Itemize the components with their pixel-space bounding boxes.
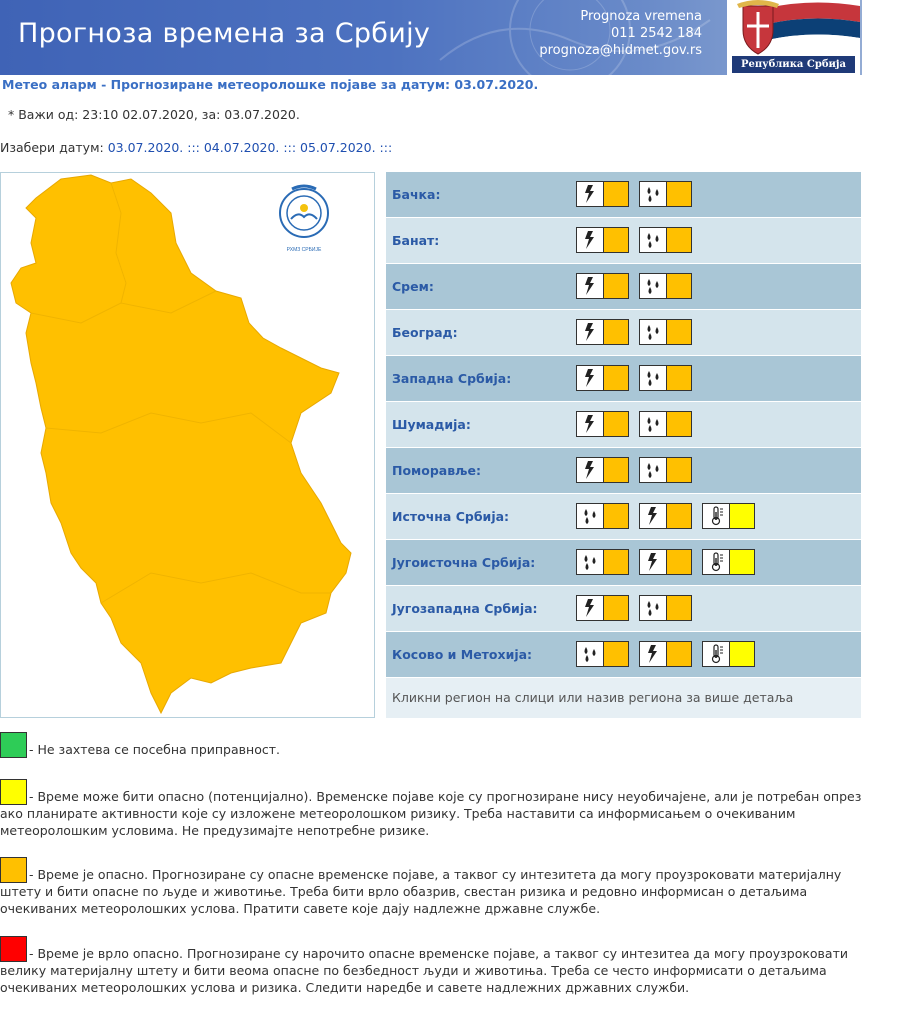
alarm-title: Метео аларм - Прогнозиране метеоролошке појаве за датум: 03.07.2020. xyxy=(2,77,539,92)
region-row[interactable] xyxy=(386,540,861,586)
warning-box[interactable] xyxy=(702,503,755,529)
warning-level-orange xyxy=(667,642,691,666)
region-row[interactable] xyxy=(386,264,861,310)
flag-icon xyxy=(727,0,860,58)
warning-box[interactable] xyxy=(639,181,692,207)
legend-orange xyxy=(0,857,870,917)
serbia-warning-map[interactable] xyxy=(0,172,375,718)
warning-icons xyxy=(576,181,692,207)
warning-level-orange xyxy=(667,504,691,528)
date-link-2[interactable]: 04.07.2020. xyxy=(203,140,280,155)
rain-icon xyxy=(577,642,604,666)
warning-level-orange xyxy=(667,412,691,436)
warning-box[interactable] xyxy=(576,181,629,207)
warning-box[interactable] xyxy=(639,273,692,299)
thunderstorm-icon xyxy=(640,550,667,574)
green-swatch xyxy=(0,732,27,758)
flag-caption: Република Србија xyxy=(732,56,855,73)
warning-level-orange xyxy=(667,550,691,574)
site-title: Прогноза времена за Србију xyxy=(18,18,431,49)
warning-box[interactable] xyxy=(576,549,629,575)
warning-level-orange xyxy=(604,550,628,574)
thunderstorm-icon xyxy=(640,642,667,666)
date-separator: ::: xyxy=(187,140,200,155)
table-note: Кликни регион на слици или назив региона за више детаља xyxy=(386,678,861,718)
region-row[interactable] xyxy=(386,402,861,448)
region-name-link[interactable]: Југозападна Србија: xyxy=(392,601,538,616)
warning-box[interactable] xyxy=(576,411,629,437)
warning-level-orange xyxy=(604,182,628,206)
validity-text: * Важи од: 23:10 02.07.2020, за: 03.07.2020. xyxy=(8,107,300,122)
warning-level-orange xyxy=(667,228,691,252)
warning-icons xyxy=(576,273,692,299)
warning-level-orange xyxy=(604,504,628,528)
map-region-shape[interactable] xyxy=(11,175,351,713)
warning-level-orange xyxy=(604,274,628,298)
region-name-link[interactable]: Бачка: xyxy=(392,187,441,202)
warning-level-orange xyxy=(604,458,628,482)
rain-icon xyxy=(577,550,604,574)
high-temperature-icon xyxy=(703,550,730,574)
warning-icons xyxy=(576,503,755,529)
region-row[interactable] xyxy=(386,494,861,540)
legend-orange-text: - Време је опасно. Прогнозиране су опасне временске појаве, а таквог су интезитета да могу проузроковати материјалну штету и бити опасне по људе и животиње. Треба бити врло обазрив, свестан ризика и редовно информисан о детаљима очекиваних метеоролошких услова. Пратити савете које дају надлежне државне службе. xyxy=(0,867,842,916)
region-row[interactable] xyxy=(386,632,861,678)
region-name-link[interactable]: Шумадија: xyxy=(392,417,471,432)
thunderstorm-icon xyxy=(577,596,604,620)
warning-level-orange xyxy=(604,320,628,344)
warning-level-yellow xyxy=(730,550,754,574)
date-link-1[interactable]: 03.07.2020. xyxy=(107,140,184,155)
warning-level-orange xyxy=(667,274,691,298)
warning-level-orange xyxy=(667,320,691,344)
legend-yellow-text: - Време може бити опасно (потенцијално). Временске појаве које су прогнозиране нису неуобичајене, али је потребан опрез ако планирате активности које су изложене метеоролошком ризику. Треба наставити са информисањем о очекиваним метеоролошким условима. Не предузимајте непотребне ризике. xyxy=(0,789,862,838)
legend-red xyxy=(0,936,870,996)
warning-level-orange xyxy=(667,458,691,482)
rain-icon xyxy=(577,504,604,528)
yellow-swatch xyxy=(0,779,27,805)
warning-box[interactable] xyxy=(639,549,692,575)
region-row[interactable] xyxy=(386,310,861,356)
warning-level-orange xyxy=(604,642,628,666)
region-name-link[interactable]: Срем: xyxy=(392,279,434,294)
rain-icon xyxy=(640,412,667,436)
legend-red-text: - Време је врло опасно. Прогнозиране су нарочито опасне временске појаве, а таквог су интезитеа да могу проузроковати велику материјалну штету и бити веома опасне по безбедност људи и животиња. Треба се често информисати о детаљима очекиваних метеоролошких услова и ризика. Следити наредбе и савете надлежних државних служби. xyxy=(0,946,848,995)
warning-icons xyxy=(576,549,755,575)
date-link-3[interactable]: 05.07.2020. xyxy=(300,140,376,155)
date-selector-label: Изабери датум: xyxy=(0,140,104,155)
region-row[interactable] xyxy=(386,172,861,218)
red-swatch xyxy=(0,936,27,962)
thunderstorm-icon xyxy=(577,458,604,482)
warning-level-yellow xyxy=(730,504,754,528)
thunderstorm-icon xyxy=(577,412,604,436)
warning-level-orange xyxy=(604,366,628,390)
thunderstorm-icon xyxy=(640,504,667,528)
warning-box[interactable] xyxy=(576,641,629,667)
rain-icon xyxy=(640,366,667,390)
thunderstorm-icon xyxy=(577,228,604,252)
warning-box[interactable] xyxy=(639,319,692,345)
thunderstorm-icon xyxy=(577,366,604,390)
region-name-link[interactable]: Банат: xyxy=(392,233,440,248)
warning-level-orange xyxy=(667,182,691,206)
warning-icons xyxy=(576,411,692,437)
warning-icons xyxy=(576,227,692,253)
high-temperature-icon xyxy=(703,504,730,528)
warning-box[interactable] xyxy=(702,641,755,667)
warning-box[interactable] xyxy=(576,273,629,299)
rhmz-logo xyxy=(280,186,328,237)
orange-swatch xyxy=(0,857,27,883)
header-contact xyxy=(539,8,702,59)
region-name-link[interactable]: Поморавље: xyxy=(392,463,482,478)
contact-phone: 011 2542 184 xyxy=(611,26,702,41)
warning-box[interactable] xyxy=(576,319,629,345)
region-row[interactable] xyxy=(386,448,861,494)
warning-icons xyxy=(576,319,692,345)
warning-box[interactable] xyxy=(576,457,629,483)
serbia-map[interactable] xyxy=(1,173,374,717)
warning-box[interactable] xyxy=(576,595,629,621)
region-name-link[interactable]: Београд: xyxy=(392,325,458,340)
warning-level-orange xyxy=(667,366,691,390)
thunderstorm-icon xyxy=(577,182,604,206)
warning-box[interactable] xyxy=(702,549,755,575)
date-separator: ::: xyxy=(283,140,297,155)
serbia-flag-emblem xyxy=(727,0,860,75)
warning-box[interactable] xyxy=(639,227,692,253)
region-name-link[interactable]: Источна Србија: xyxy=(392,509,510,524)
region-row[interactable] xyxy=(386,356,861,402)
warning-level-orange xyxy=(667,596,691,620)
warning-icons xyxy=(576,641,755,667)
thunderstorm-icon xyxy=(577,274,604,298)
warning-box[interactable] xyxy=(639,457,692,483)
date-separator: ::: xyxy=(379,140,393,155)
warning-box[interactable] xyxy=(639,641,692,667)
warning-box[interactable] xyxy=(639,411,692,437)
region-name-link[interactable]: Косово и Метохија: xyxy=(392,647,533,662)
warning-level-orange xyxy=(604,412,628,436)
legend-green-text: - Не захтева се посебна приправност. xyxy=(29,742,280,757)
warning-box[interactable] xyxy=(639,503,692,529)
region-row[interactable] xyxy=(386,586,861,632)
rain-icon xyxy=(640,274,667,298)
warning-box[interactable] xyxy=(576,365,629,391)
date-selector xyxy=(0,140,392,155)
rain-icon xyxy=(640,182,667,206)
warning-icons xyxy=(576,457,692,483)
region-row[interactable] xyxy=(386,218,861,264)
region-name-link[interactable]: Југоисточна Србија: xyxy=(392,555,536,570)
legend-yellow xyxy=(0,779,870,839)
rain-icon xyxy=(640,596,667,620)
contact-email[interactable]: prognoza@hidmet.gov.rs xyxy=(539,43,702,58)
warning-level-orange xyxy=(604,228,628,252)
high-temperature-icon xyxy=(703,642,730,666)
warning-box[interactable] xyxy=(576,503,629,529)
warning-box[interactable] xyxy=(639,365,692,391)
rain-icon xyxy=(640,458,667,482)
warning-box[interactable] xyxy=(576,227,629,253)
rain-icon xyxy=(640,228,667,252)
region-warning-table xyxy=(386,172,861,718)
contact-label: Prognoza vremena xyxy=(580,9,702,24)
warning-level-orange xyxy=(604,596,628,620)
legend-green xyxy=(0,732,870,758)
warning-level-yellow xyxy=(730,642,754,666)
region-name-link[interactable]: Западна Србија: xyxy=(392,371,512,386)
logo-caption: РХМЗ СРБИЈЕ xyxy=(286,247,322,253)
warning-box[interactable] xyxy=(639,595,692,621)
warning-icons xyxy=(576,595,692,621)
rain-icon xyxy=(640,320,667,344)
thunderstorm-icon xyxy=(577,320,604,344)
warning-icons xyxy=(576,365,692,391)
